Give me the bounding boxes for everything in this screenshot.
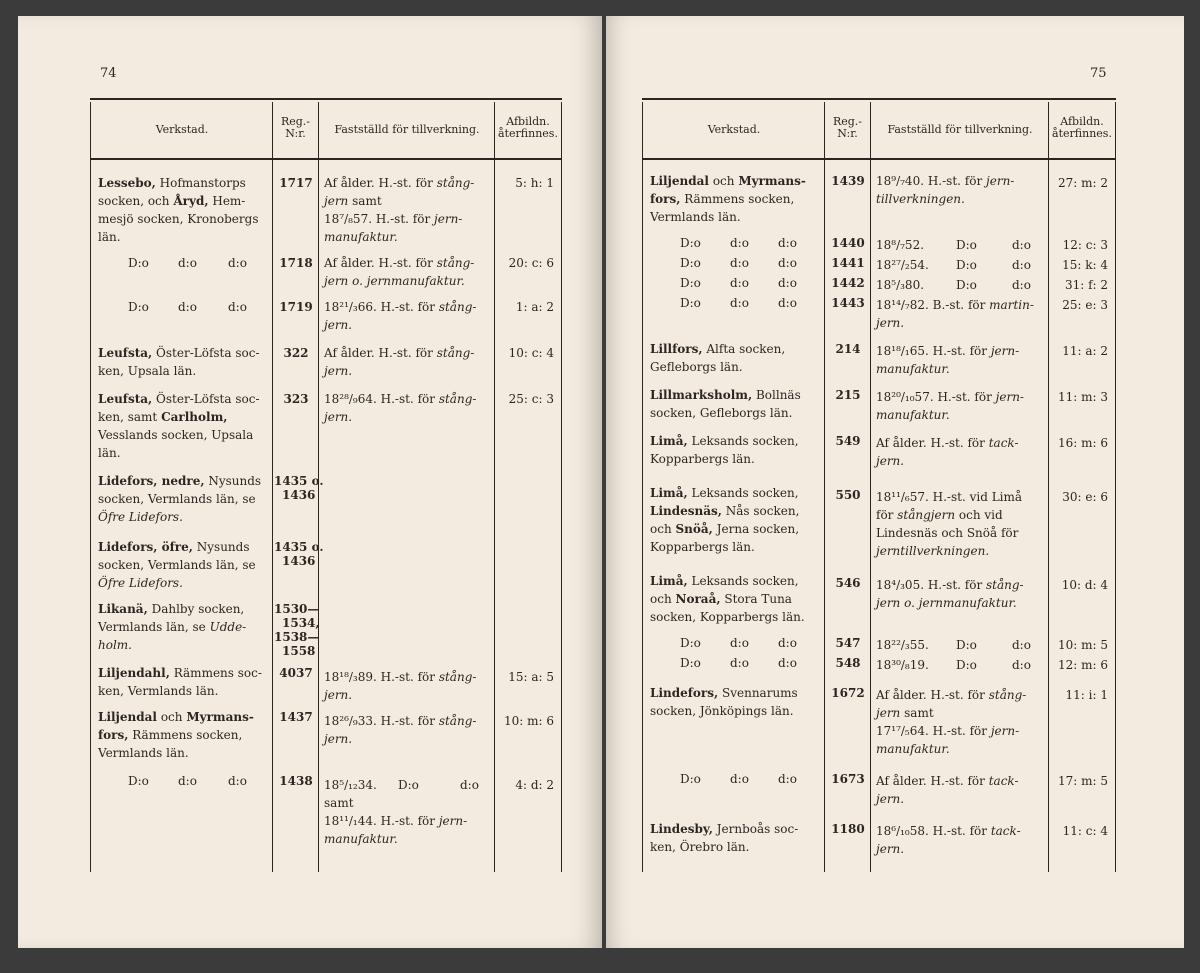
entry-name: Åryd, (173, 194, 209, 208)
entry-text: och (712, 174, 735, 188)
entry-text: 18⁴/₃05. H.-st. för (876, 578, 983, 592)
column-divider (272, 102, 273, 872)
entry-text: martin- (989, 298, 1034, 312)
ditto: D:o (680, 256, 701, 270)
header-verkstad: Verkstad. (155, 123, 209, 136)
entry-text: samt (352, 194, 382, 208)
header-faststald: Fastställd för tillverkning. (334, 123, 480, 136)
rule (642, 98, 1116, 100)
entry-text: 18⁸/₇52. (876, 238, 925, 252)
entry-text: stångjern (897, 508, 956, 522)
entry-text: jern. (324, 732, 353, 746)
entry-name: Lindesnäs, (650, 504, 722, 518)
afbildn-ref: 16: m: 6 (1058, 436, 1108, 450)
ditto: d:o (730, 656, 749, 670)
entry-text: socken, Vermlands län, se (98, 558, 256, 572)
ditto: d:o (178, 774, 197, 788)
ditto: d:o (730, 276, 749, 290)
entry-text: 18¹⁸/₁65. H.-st. för (876, 344, 987, 358)
entry-name: Lindesby, (650, 822, 713, 836)
entry-text: för (876, 508, 894, 522)
entry-text: 18⁵/₁₂34. (324, 778, 377, 792)
entry-text: och vid (958, 508, 1003, 522)
entry-name: Leufsta, (98, 392, 153, 406)
header-verkstad: Verkstad. (707, 123, 761, 136)
entry-name: Noraå, (675, 592, 721, 606)
entry-text: jern o. jernmanufaktur. (876, 596, 1017, 610)
entry-text: socken, Vermlands län, se (98, 492, 256, 506)
entry-text: tack- (988, 774, 1019, 788)
entry-text: 18²⁷/₂54. (876, 258, 929, 272)
afbildn-ref: 15: a: 5 (508, 670, 554, 684)
entry-text: 18¹¹/₆57. H.-st. vid Limå (876, 490, 1023, 504)
entry-text: 18²²/₃55. (876, 638, 929, 652)
entry-text: 18²⁶/₉33. H.-st. för (324, 714, 435, 728)
entry-text: jern o. jernmanufaktur. (324, 274, 465, 288)
entry-name: Myrmans- (186, 710, 254, 724)
ditto: d:o (730, 256, 749, 270)
afbildn-ref: 10: d: 4 (1061, 578, 1108, 592)
ditto: D:o (128, 256, 149, 270)
ditto: d:o (778, 296, 797, 310)
entry-name: fors, (650, 192, 681, 206)
entry-name: Lessebo, (98, 176, 156, 190)
reg-number: 546 (835, 576, 861, 590)
entry-text: Vermlands län, se (98, 620, 206, 634)
entry-text: ken, samt (98, 410, 158, 424)
entry-text: tack- (988, 436, 1019, 450)
entry-text: 18³⁰/₈19. (876, 658, 929, 672)
reg-number: 1438 (279, 774, 313, 788)
afbildn-ref: 11: c: 4 (1062, 824, 1108, 838)
afbildn-ref: 10: c: 4 (508, 346, 554, 360)
afbildn-ref: 11: m: 3 (1058, 390, 1108, 404)
entry-text: Af ålder. H.-st. för (876, 436, 985, 450)
entry-text: socken, Jönköpings län. (650, 704, 794, 718)
entry-text: Hofmanstorps (159, 176, 246, 190)
afbildn-ref: 10: m: 6 (504, 714, 554, 728)
entry-text: jern. (876, 454, 905, 468)
ditto: D:o (398, 778, 419, 792)
entry-name: Carlholm, (161, 410, 228, 424)
column-divider (1048, 102, 1049, 872)
ditto: D:o (956, 258, 977, 272)
entry-text: Af ålder. H.-st. för (324, 256, 433, 270)
entry-text: jern (876, 706, 901, 720)
entry-text: Öfre Lidefors. (98, 576, 183, 590)
entry-text: Udde- (209, 620, 247, 634)
afbildn-ref: 20: c: 6 (508, 256, 554, 270)
entry-name: Lillmarksholm, (650, 388, 753, 402)
reg-number: 1717 (279, 176, 313, 190)
ditto: d:o (228, 256, 247, 270)
entry-name: Lidefors, nedre, (98, 474, 205, 488)
entry-name: Myrmans- (738, 174, 806, 188)
afbildn-ref: 12: m: 6 (1058, 658, 1108, 672)
ditto: d:o (1012, 638, 1031, 652)
entry-text: Leksands socken, (691, 486, 799, 500)
afbildn-ref: 11: a: 2 (1062, 344, 1108, 358)
reg-number: 548 (835, 656, 861, 670)
entry-text: mesjö socken, Kronobergs (98, 212, 259, 226)
ditto: d:o (778, 256, 797, 270)
afbildn-ref: 11: i: 1 (1065, 688, 1108, 702)
header-reg: Reg.- N:r. (280, 115, 311, 140)
entry-text: manufaktur. (324, 230, 398, 244)
entry-text: stång- (988, 688, 1027, 702)
entry-text: 18⁶/₁₀58. H.-st. för (876, 824, 987, 838)
afbildn-ref: 1: a: 2 (515, 300, 554, 314)
reg-number: 1442 (831, 276, 865, 290)
reg-number: 1436 (282, 488, 316, 502)
entry-text: samt (324, 796, 354, 810)
entry-text: 18²⁸/₉64. H.-st. för (324, 392, 435, 406)
entry-text: jern. (324, 318, 353, 332)
entry-text: 18²¹/₃66. H.-st. för (324, 300, 435, 314)
afbildn-ref: 25: e: 3 (1062, 298, 1108, 312)
ditto: d:o (730, 236, 749, 250)
afbildn-ref: 10: m: 5 (1058, 638, 1108, 652)
reg-number: 547 (835, 636, 861, 650)
entry-text: 18¹⁴/₇82. B.-st. för (876, 298, 986, 312)
entry-name: Leufsta, (98, 346, 153, 360)
entry-text: Af ålder. H.-st. för (324, 346, 433, 360)
entry-text: Rämmens socken, (684, 192, 795, 206)
entry-text: Lindesnäs och Snöå för (876, 526, 1019, 540)
header-rule (642, 158, 1116, 160)
reg-number: 1672 (831, 686, 865, 700)
entry-text: Kopparbergs län. (650, 540, 755, 554)
entry-text: 18⁷/₈57. H.-st. för (324, 212, 431, 226)
reg-number: 4037 (279, 666, 313, 680)
entry-name: Lindefors, (650, 686, 719, 700)
ditto: d:o (1012, 658, 1031, 672)
reg-number: 549 (835, 434, 861, 448)
entry-text: stång- (986, 578, 1024, 592)
reg-number: 1534, (282, 616, 320, 630)
entry-text: manufaktur. (876, 742, 950, 756)
entry-text: jern. (876, 792, 905, 806)
entry-text: Öster-Löfsta soc- (156, 346, 260, 360)
entry-text: Svennarums (722, 686, 798, 700)
reg-number: 214 (835, 342, 861, 356)
entry-text: Jerna socken, (716, 522, 800, 536)
rule (90, 98, 562, 100)
ditto: d:o (228, 300, 247, 314)
ditto: D:o (680, 656, 701, 670)
entry-text: tillverkningen. (876, 192, 965, 206)
reg-number: 1719 (279, 300, 313, 314)
reg-number: 550 (835, 488, 861, 502)
entry-name: Lidefors, öfre, (98, 540, 193, 554)
header-afbildn: Afbildn. återfinnes. (1052, 115, 1112, 140)
ditto: D:o (680, 636, 701, 650)
page-number: 74 (100, 66, 117, 81)
ditto: D:o (956, 658, 977, 672)
entry-text: jern- (995, 390, 1024, 404)
entry-text: Vermlands län. (650, 210, 741, 224)
column-divider (824, 102, 825, 872)
entry-name: Limå, (650, 574, 688, 588)
header-faststald: Fastställd för tillverkning. (887, 123, 1033, 136)
ditto: D:o (128, 774, 149, 788)
entry-text: jern- (986, 174, 1015, 188)
ditto: d:o (730, 772, 749, 786)
entry-text: Bollnäs (755, 388, 801, 402)
entry-text: tack- (990, 824, 1021, 838)
entry-text: ken, Upsala län. (98, 364, 197, 378)
ditto: d:o (460, 778, 479, 792)
entry-text: Leksands socken, (691, 434, 799, 448)
reg-number: 215 (835, 388, 861, 402)
reg-number: 1558 (282, 644, 316, 658)
entry-text: Kopparbergs län. (650, 452, 755, 466)
entry-text: Hem- (212, 194, 246, 208)
entry-text: ken, Örebro län. (650, 840, 750, 854)
entry-text: socken, Gefleborgs län. (650, 406, 793, 420)
entry-text: ken, Vermlands län. (98, 684, 219, 698)
reg-number: 1443 (831, 296, 865, 310)
entry-text: län. (98, 230, 121, 244)
entry-text: Af ålder. H.-st. för (876, 688, 985, 702)
ditto: D:o (680, 296, 701, 310)
entry-text: Nysunds (208, 474, 262, 488)
ditto: d:o (778, 772, 797, 786)
entry-text: Nysunds (196, 540, 250, 554)
afbildn-ref: 5: h: 1 (515, 176, 554, 190)
reg-number: 1437 (279, 710, 313, 724)
reg-number: 1436 (282, 554, 316, 568)
ditto: D:o (680, 772, 701, 786)
ditto: d:o (778, 236, 797, 250)
header-afbildn: Afbildn. återfinnes. (498, 115, 558, 140)
ditto: d:o (778, 656, 797, 670)
entry-text: 17¹⁷/₅64. H.-st. för (876, 724, 987, 738)
entry-text: jern. (324, 410, 353, 424)
entry-name: Likanä, (98, 602, 148, 616)
entry-text: 18¹¹/₁44. H.-st. för (324, 814, 435, 828)
ditto: d:o (778, 636, 797, 650)
entry-text: stång- (438, 670, 477, 684)
entry-name: fors, (98, 728, 129, 742)
reg-number: 1180 (831, 822, 865, 836)
entry-name: Snöå, (675, 522, 713, 536)
right-page (606, 16, 1184, 948)
entry-text: jern- (990, 344, 1020, 358)
entry-text: manufaktur. (324, 832, 398, 846)
entry-text: jern. (876, 842, 905, 856)
entry-text: Af ålder. H.-st. för (876, 774, 985, 788)
reg-number: 1718 (279, 256, 313, 270)
entry-text: 18⁹/₇40. H.-st. för (876, 174, 983, 188)
ditto: D:o (680, 276, 701, 290)
entry-text: län. (98, 446, 121, 460)
entry-text: holm. (98, 638, 132, 652)
ditto: d:o (228, 774, 247, 788)
column-divider (870, 102, 871, 872)
entry-text: 18²⁰/₁₀57. H.-st. för (876, 390, 992, 404)
ditto: D:o (128, 300, 149, 314)
afbildn-ref: 30: e: 6 (1062, 490, 1108, 504)
header-reg: Reg.- N:r. (832, 115, 863, 140)
reg-number: 1435 o. (274, 540, 324, 554)
entry-text: socken, Kopparbergs län. (650, 610, 805, 624)
ditto: D:o (680, 236, 701, 250)
entry-text: jern- (438, 814, 468, 828)
left-page (18, 16, 602, 948)
ditto: d:o (778, 276, 797, 290)
entry-text: socken, och (98, 194, 170, 208)
reg-number: 322 (283, 346, 309, 360)
page-number: 75 (1090, 66, 1107, 81)
entry-text: stång- (436, 256, 475, 270)
reg-number: 1440 (831, 236, 865, 250)
entry-text: stång- (438, 300, 477, 314)
reg-number: 1441 (831, 256, 865, 270)
afbildn-ref: 12: c: 3 (1062, 238, 1108, 252)
entry-text: manufaktur. (876, 408, 950, 422)
afbildn-ref: 27: m: 2 (1058, 176, 1108, 190)
entry-text: Jernboås soc- (716, 822, 799, 836)
afbildn-ref: 15: k: 4 (1062, 258, 1108, 272)
entry-text: stång- (438, 392, 477, 406)
entry-text: jern- (990, 724, 1020, 738)
ditto: d:o (730, 296, 749, 310)
entry-text: Leksands socken, (691, 574, 799, 588)
entry-text: jern- (434, 212, 463, 226)
ditto: d:o (178, 300, 197, 314)
entry-name: Liljendal (650, 174, 709, 188)
column-divider (494, 102, 495, 872)
entry-text: Vesslands socken, Upsala (98, 428, 254, 442)
entry-text: 18¹⁸/₃89. H.-st. för (324, 670, 435, 684)
entry-name: Limå, (650, 486, 688, 500)
entry-text: jern (324, 194, 349, 208)
entry-name: Lillfors, (650, 342, 703, 356)
ditto: d:o (1012, 258, 1031, 272)
entry-text: stång- (436, 346, 475, 360)
entry-text: stång- (436, 176, 475, 190)
header-rule (90, 158, 562, 160)
ditto: D:o (956, 238, 977, 252)
ditto: d:o (178, 256, 197, 270)
entry-text: Stora Tuna (724, 592, 792, 606)
entry-text: Nås socken, (725, 504, 800, 518)
entry-text: 18⁵/₃80. (876, 278, 925, 292)
entry-text: samt (904, 706, 934, 720)
entry-text: manufaktur. (876, 362, 950, 376)
entry-text: jern. (324, 364, 353, 378)
ditto: d:o (1012, 278, 1031, 292)
entry-name: Limå, (650, 434, 688, 448)
entry-text: och (650, 522, 672, 536)
reg-number: 1435 o. (274, 474, 324, 488)
entry-text: Rämmens soc- (173, 666, 262, 680)
entry-name: Liljendal (98, 710, 157, 724)
afbildn-ref: 25: c: 3 (508, 392, 554, 406)
ditto: D:o (956, 638, 977, 652)
entry-text: Rämmens socken, (132, 728, 243, 742)
afbildn-ref: 17: m: 5 (1058, 774, 1108, 788)
reg-number: 323 (283, 392, 309, 406)
entry-text: stång- (438, 714, 477, 728)
ditto: d:o (1012, 238, 1031, 252)
entry-text: Vermlands län. (98, 746, 189, 760)
ditto: d:o (730, 636, 749, 650)
entry-name: Liljendahl, (98, 666, 170, 680)
afbildn-ref: 31: f: 2 (1064, 278, 1108, 292)
entry-text: jern. (876, 316, 905, 330)
reg-number: 1530— (274, 602, 320, 616)
entry-text: Gefleborgs län. (650, 360, 743, 374)
entry-text: Öfre Lidefors. (98, 510, 183, 524)
reg-number: 1439 (831, 174, 865, 188)
entry-text: Öster-Löfsta soc- (156, 392, 260, 406)
entry-text: och (160, 710, 183, 724)
entry-text: Dahlby socken, (151, 602, 245, 616)
reg-number: 1673 (831, 772, 865, 786)
entry-text: Af ålder. H.-st. för (324, 176, 433, 190)
entry-text: och (650, 592, 672, 606)
entry-text: jern. (324, 688, 353, 702)
afbildn-ref: 4: d: 2 (515, 778, 554, 792)
entry-text: jerntillverkningen. (876, 544, 990, 558)
reg-number: 1538— (274, 630, 320, 644)
ditto: D:o (956, 278, 977, 292)
entry-text: Alfta socken, (706, 342, 786, 356)
